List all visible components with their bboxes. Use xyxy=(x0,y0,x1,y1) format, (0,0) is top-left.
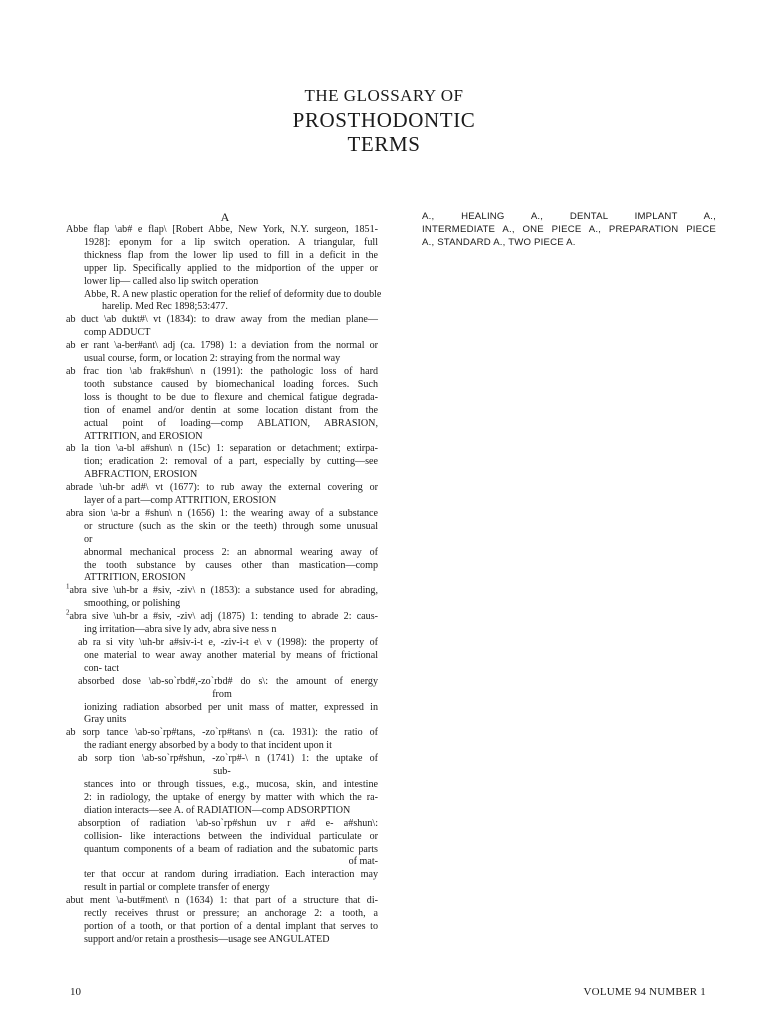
entry-line: ab sorp tion \ab-so`rp#shun, -zo`rp#-\ n (1741) 1: the uptake of xyxy=(78,753,378,765)
entry-line: portion of a tooth, or that portion of a dental implant that serves to xyxy=(84,920,378,932)
right-column xyxy=(422,210,716,249)
entry-line: rectly receives thrust or pressure; an anchorage 2: a tooth, a xyxy=(84,908,378,920)
entry-superscript: 1 xyxy=(66,583,70,592)
entry-line xyxy=(66,585,378,598)
entry-line: abrade \uh-br ad#\ vt (1677): to rub away the external covering or xyxy=(66,482,378,494)
entry-line: abut ment \a-but#ment\ n (1634) 1: that part of a structure that di- xyxy=(66,895,378,907)
entry-line: tion; eradication 2: removal of a part, especially by cutting—see xyxy=(84,456,378,468)
entry-line: one material to wear away another material by means of frictional xyxy=(84,649,378,661)
left-column xyxy=(66,210,382,947)
entry-line: from xyxy=(212,688,232,700)
entry-superscript: 2 xyxy=(66,608,70,617)
entry-line: abnormal mechanical process 2: an abnormal wearing away of xyxy=(84,546,378,558)
glossary-entry xyxy=(66,224,378,289)
entry-line: ionizing radiation absorbed per unit mass of matter, expressed in xyxy=(84,701,378,713)
glossary-entry xyxy=(66,753,378,818)
entry-line: Gray units xyxy=(84,714,127,726)
title-line-1: THE GLOSSARY OF xyxy=(304,86,464,105)
entry-line: abra sion \a-br a #shun\ n (1656) 1: the wearing away of a substance xyxy=(66,507,378,519)
entry-line: tion of enamel and/or dentin at some location distant from the xyxy=(84,404,378,416)
entry-line: usual course, form, or location 2: straying from the normal way xyxy=(84,353,341,365)
entry-line: ab frac tion \ab frak#shun\ n (1991): the pathologic loss of hard xyxy=(66,365,378,377)
entry-line: comp ADDUCT xyxy=(84,327,151,339)
continued-entry-line: INTERMEDIATE A., ONE PIECE A., PREPARATION PIECE xyxy=(422,224,716,235)
entry-line: ATTRITION, EROSION xyxy=(84,572,186,584)
entry-line: quantum components of a beam of radiation and the subatomic parts xyxy=(84,843,378,855)
entry-line: ab sorp tance \ab-so`rp#tans, -zo`rp#tans\ n (ca. 1931): the ratio of xyxy=(66,727,378,739)
entry-line: upper lip. Specifically applied to the midportion of the upper or xyxy=(84,262,378,274)
continued-entry-line: A., HEALING A., DENTAL IMPLANT A., xyxy=(422,211,716,222)
entry-line: or structure (such as the skin or the teeth) through some unusual xyxy=(84,520,378,532)
entry-line: support and/or retain a prosthesis—usage see ANGULATED xyxy=(84,933,330,945)
glossary-entry xyxy=(66,508,378,585)
entry-line: ABFRACTION, EROSION xyxy=(84,469,198,481)
glossary-entry xyxy=(66,366,378,443)
section-letter: A xyxy=(220,210,230,224)
entry-line-text: abra sive \uh-br a #siv, -ziv\ adj (1875) 1: tending to abrade 2: caus- xyxy=(69,611,378,623)
entry-line: loss is thought to be due to flexure and chemical fatigue degrada- xyxy=(84,391,378,403)
entry-line: the tooth substance by causes other than mastication—comp xyxy=(84,559,378,571)
glossary-entry xyxy=(66,340,378,366)
entry-line: ing irritation—abra sive ly adv, abra sive ness n xyxy=(84,624,277,636)
entry-line: Abbe, R. A new plastic operation for the relief of deformity due to double xyxy=(84,288,382,300)
continued-entry-line: A., STANDARD A., TWO PIECE A. xyxy=(422,237,576,248)
glossary-entry xyxy=(66,637,378,676)
entry-line: smoothing, or polishing xyxy=(84,598,181,610)
entry-line: ab ra si vity \uh-br a#siv-i-t e, -ziv-i-t e\ v (1998): the property of xyxy=(78,637,378,648)
entry-line: ter that occur at random during irradiation. Each interaction may xyxy=(84,869,378,881)
entry-line xyxy=(66,608,378,624)
entry-line: ab er rant \a-ber#ant\ adj (ca. 1798) 1: a deviation from the normal or xyxy=(66,340,378,352)
entry-line: collision- like interactions between the individual particulate or xyxy=(84,830,378,842)
entry-line-text: abra sive \uh-br a #siv, -ziv\ n (1853): a substance used for abrading, xyxy=(69,585,378,597)
entry-line: con- tact xyxy=(84,662,120,674)
entry-line: absorbed dose \ab-so`rbd#,-zo`rbd# do s\: the amount of energy xyxy=(78,675,378,687)
glossary-entry xyxy=(66,727,378,753)
entry-line: lower lip— called also lip switch operation xyxy=(84,275,259,287)
page-number: 10 xyxy=(70,986,81,998)
journal-volume: VOLUME 94 NUMBER 1 xyxy=(583,986,706,998)
entry-line: 1928]: eponym for a lip switch operation. A triangular, full xyxy=(84,236,378,248)
entry-line: ab la tion \a-bl a#shun\ n (15c) 1: separation or detachment; extirpa- xyxy=(66,443,378,455)
entry-line: stances into or through tissues, e.g., mucosa, skin, and intestine xyxy=(84,778,378,790)
entry-line: of mat- xyxy=(348,856,378,868)
glossary-entry xyxy=(66,314,378,340)
entry-line: 2: in radiology, the uptake of energy by matter with which the ra- xyxy=(84,791,378,803)
entry-line: Abbe flap \ab# e flap\ [Robert Abbe, New York, N.Y. surgeon, 1851- xyxy=(66,224,378,235)
entry-line: layer of a part—comp ATTRITION, EROSION xyxy=(84,495,277,507)
glossary-entry xyxy=(66,482,378,508)
entry-line: ab duct \ab dukt#\ vt (1834): to draw away from the median plane— xyxy=(66,314,378,326)
document-title xyxy=(0,84,768,156)
title-line-2: PROSTHODONTIC xyxy=(292,108,476,132)
glossary-entry xyxy=(66,818,378,895)
entry-line: sub- xyxy=(213,766,231,778)
glossary-entry xyxy=(66,585,378,611)
entry-line: the radiant energy absorbed by a body to that incident upon it xyxy=(84,740,332,752)
entry-line: actual point of loading—comp ABLATION, ABRASION, xyxy=(84,417,378,429)
entry-line: ATTRITION, and EROSION xyxy=(84,430,203,442)
entry-line: or xyxy=(84,533,93,545)
entry-line: thickness flap from the lower lip used to fill in a deficit in the xyxy=(84,249,378,261)
glossary-entry xyxy=(66,608,378,637)
glossary-entry xyxy=(66,288,382,315)
entry-line: diation interacts—see A. of RADIATION—comp ADSORPTION xyxy=(84,804,351,816)
entry-line: absorption of radiation \ab-so`rp#shun uv r a#d e- a#shun\: xyxy=(78,817,378,829)
title-line-3: TERMS xyxy=(347,132,421,156)
glossary-entry xyxy=(66,676,378,728)
entry-line: harelip. Med Rec 1898;53:477. xyxy=(102,301,228,313)
glossary-entry xyxy=(66,443,378,482)
entry-line: tooth substance caused by biomechanical loading forces. Such xyxy=(84,378,378,390)
glossary-entry xyxy=(66,895,378,947)
entry-line: result in partial or complete transfer of energy xyxy=(84,882,270,894)
